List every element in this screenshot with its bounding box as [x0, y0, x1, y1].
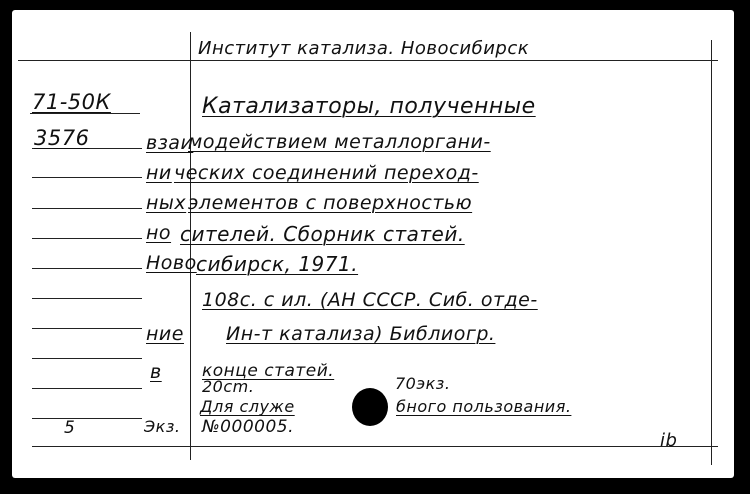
line-prefix: Ново: [146, 252, 197, 274]
left-rule: [32, 177, 142, 178]
top-rule: [18, 60, 718, 61]
title-line: Катализаторы, полученные: [202, 94, 536, 119]
call-number: 71-50К: [32, 90, 111, 114]
line-prefix: взаи: [146, 132, 194, 154]
line-prefix: но: [146, 222, 172, 244]
line-prefix: ние: [146, 323, 184, 345]
left-margin-rule: [190, 32, 191, 460]
line-prefix: ных: [146, 192, 187, 214]
left-rule: [32, 268, 142, 269]
usage-restriction-end: бного пользования.: [396, 397, 572, 416]
collation-line: 108с. с ил. (АН СССР. Сиб. отде-: [202, 289, 538, 311]
institution-header: Институт катализа. Новосибирск: [198, 38, 530, 59]
line-prefix: в: [150, 361, 162, 383]
copies-label: Экз.: [144, 417, 181, 436]
left-rule: [32, 208, 142, 209]
left-rule: [32, 328, 142, 329]
left-rule: [32, 238, 142, 239]
left-rule: [32, 418, 142, 419]
copy-number: №000005.: [202, 417, 294, 437]
line-prefix: ни: [146, 162, 172, 184]
inventory-number: 3576: [34, 126, 90, 150]
title-line: сителей. Сборник статей.: [180, 222, 465, 246]
notes-line: конце статей.: [202, 361, 335, 381]
corner-mark: ib: [660, 430, 678, 451]
left-rule: [32, 298, 142, 299]
right-margin-rule: [711, 40, 712, 465]
series-line: Ин-т катализа) Библиогр.: [226, 323, 496, 345]
title-line: модействием металлоргани-: [188, 131, 491, 153]
left-rule: [32, 388, 142, 389]
size-note: 20cm.: [202, 377, 255, 396]
print-run: 70экз.: [395, 374, 451, 393]
left-mark: 5: [64, 418, 76, 438]
bottom-rule: [32, 446, 718, 447]
usage-restriction-start: Для служе: [200, 397, 295, 416]
left-rule: [32, 358, 142, 359]
title-line: элементов с поверхностью: [188, 192, 473, 214]
imprint-line: сибирск, 1971.: [196, 252, 359, 276]
title-line: ческих соединений переход-: [174, 162, 479, 184]
punch-hole: [352, 388, 388, 426]
